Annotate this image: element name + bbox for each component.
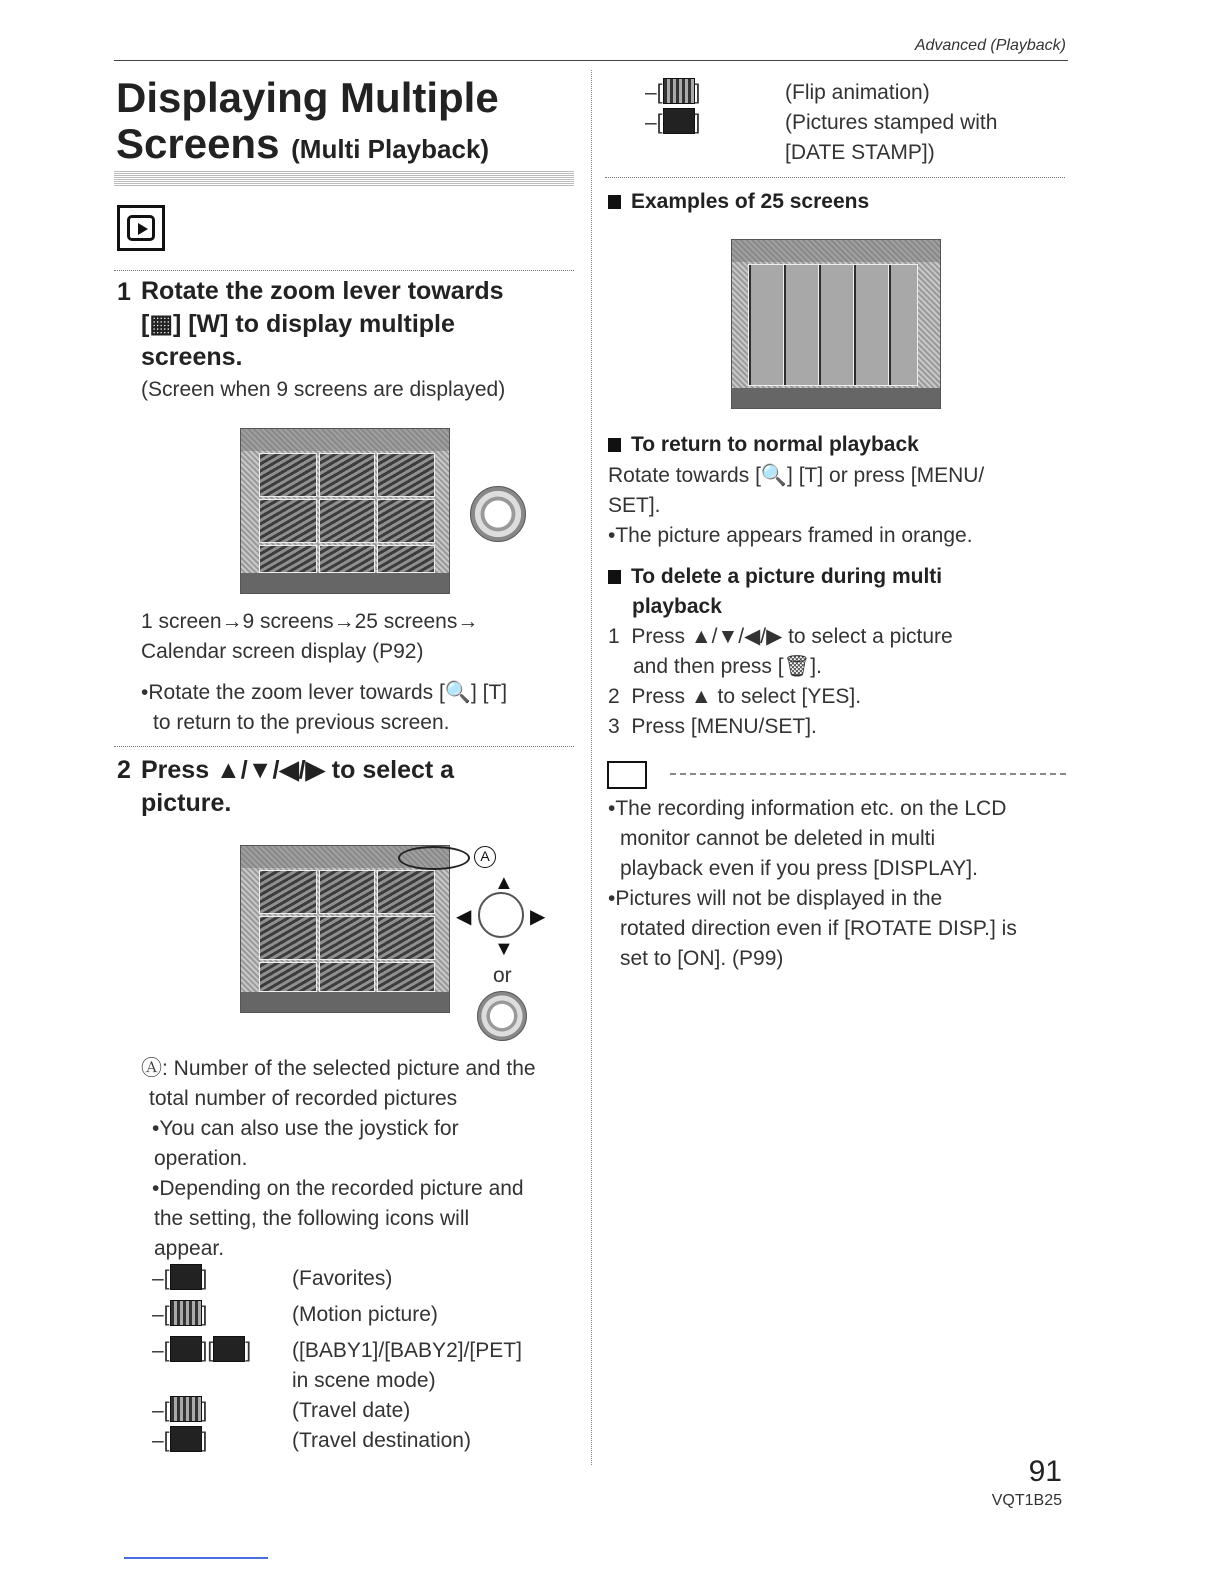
divider	[114, 746, 574, 747]
column-divider	[591, 70, 592, 1465]
icon-desc-motion: (Motion picture)	[292, 1303, 438, 1326]
callout-a-label: A	[474, 846, 496, 868]
baby-pet-line-2: in scene mode)	[292, 1369, 436, 1392]
date-stamp-line-2: [DATE STAMP])	[785, 141, 935, 164]
step-2-heading	[141, 754, 454, 820]
bullet-2-line-2: the setting, the following icons will	[154, 1207, 470, 1230]
icon-row-flip: –[ ]	[645, 78, 700, 108]
travel-destination-icon	[170, 1426, 202, 1452]
motion-picture-icon	[170, 1300, 202, 1326]
lcd-9-screens	[240, 428, 450, 594]
legend-line-1: Ⓐ: Number of the selected picture and the	[141, 1057, 536, 1080]
favorites-icon	[170, 1264, 202, 1290]
pet-icon	[213, 1336, 245, 1362]
date-stamp-line-1: (Pictures stamped with	[785, 111, 998, 134]
step-1-line-3: screens.	[141, 343, 243, 371]
step-2-line-2: picture.	[141, 789, 232, 817]
notes	[608, 794, 1017, 974]
bullet-2-line-1: •Depending on the recorded picture and	[152, 1177, 524, 1200]
page-number: 91	[1028, 1455, 1062, 1488]
delete-heading: To delete a picture during multi playback	[608, 562, 942, 622]
icon-desc-flip: (Flip animation)	[785, 81, 930, 104]
icon-row-travel-date: –[ ]	[152, 1396, 207, 1426]
return-line-2: SET].	[608, 494, 661, 517]
icon-row-motion: –[ ]	[152, 1300, 207, 1330]
note-icon	[607, 761, 647, 789]
note-divider	[670, 773, 1066, 775]
callout-ellipse	[398, 846, 470, 870]
return-bullet: •The picture appears framed in orange.	[608, 524, 973, 547]
sequence-line-2: Calendar screen display (P92)	[141, 640, 424, 663]
icon-desc-travel-date: (Travel date)	[292, 1399, 411, 1422]
cursor-buttons-icon: ▲ ◀ ▶ ▼	[456, 872, 546, 960]
note-2-line-2: rotated direction even if [ROTATE DISP.] is	[620, 917, 1017, 940]
bullet-1-line-1: •You can also use the joystick for	[152, 1117, 459, 1140]
lcd-25-screens	[731, 239, 941, 409]
icon-row-baby-pet: –[ ][ ]	[152, 1336, 251, 1366]
title-rule	[114, 170, 574, 186]
delete-step-3: 3 Press [MENU/SET].	[608, 715, 817, 738]
step-2-number: 2	[117, 756, 131, 784]
icon-desc-travel-destination: (Travel destination)	[292, 1429, 471, 1452]
icon-desc-baby-pet	[292, 1336, 522, 1396]
note-1-line-2: monitor cannot be deleted in multi	[620, 827, 936, 850]
step-1-bullet-line-2: to return to the previous screen.	[153, 711, 450, 734]
bullet-2-line-3: appear.	[154, 1237, 225, 1260]
footer-rule	[124, 1557, 268, 1559]
step-1-number: 1	[117, 278, 131, 306]
header-rule	[114, 60, 1068, 61]
or-label: or	[493, 964, 512, 987]
flip-animation-icon	[663, 78, 695, 104]
playback-mode-icon	[117, 205, 165, 251]
icon-row-favorites: –[ ]	[152, 1264, 207, 1294]
note-1-line-1: •The recording information etc. on the LCD	[608, 797, 1007, 820]
travel-date-icon	[170, 1396, 202, 1422]
delete-step-1: 1 Press ▲/▼/◀/▶ to select a picture	[608, 625, 953, 648]
note-1-line-3: playback even if you press [DISPLAY].	[620, 857, 978, 880]
note-2-line-3: set to [ON]. (P99)	[620, 947, 784, 970]
baby-pet-line-1: ([BABY1]/[BABY2]/[PET]	[292, 1339, 522, 1362]
sequence-line-1: 1 screen→9 screens→25 screens→	[141, 610, 479, 633]
examples-heading: Examples of 25 screens	[608, 187, 869, 217]
delete-steps	[608, 622, 953, 742]
step-1-bullet	[141, 678, 507, 738]
icon-row-travel-destination: –[ ]	[152, 1426, 207, 1456]
step-2-bullets	[152, 1114, 524, 1264]
step-2-line-1: Press ▲/▼/◀/▶ to select a	[141, 756, 455, 784]
note-2-line-1: •Pictures will not be displayed in the	[608, 887, 943, 910]
page-title	[116, 75, 499, 172]
baby-icon	[170, 1336, 202, 1362]
title-main-2: Screens	[116, 120, 280, 167]
screen-sequence	[141, 607, 478, 667]
lcd-select-picture	[240, 845, 450, 1013]
step-1-line-1: Rotate the zoom lever towards	[141, 277, 504, 305]
callout-legend	[141, 1054, 536, 1114]
title-subtitle: (Multi Playback)	[291, 134, 490, 164]
return-body	[608, 461, 984, 551]
bullet-1-line-2: operation.	[154, 1147, 248, 1170]
date-stamp-icon	[663, 108, 695, 134]
legend-line-2: total number of recorded pictures	[149, 1087, 458, 1110]
icon-row-date-stamp: –[ ]	[645, 108, 700, 138]
icon-desc-date-stamp	[785, 108, 997, 168]
divider	[114, 270, 574, 271]
icon-desc-favorites: (Favorites)	[292, 1267, 393, 1290]
step-1-bullet-line-1: •Rotate the zoom lever towards [🔍] [T]	[141, 681, 508, 704]
step-1-caption: (Screen when 9 screens are displayed)	[141, 378, 506, 401]
delete-step-2: 2 Press ▲ to select [YES].	[608, 685, 862, 708]
title-line-2	[116, 121, 499, 172]
zoom-lever-icon	[470, 486, 526, 542]
joystick-icon	[477, 991, 527, 1041]
title-line-1: Displaying Multiple	[116, 74, 499, 121]
return-heading: To return to normal playback	[608, 430, 919, 460]
model-code: VQT1B25	[991, 1492, 1062, 1509]
return-line-1: Rotate towards [🔍] [T] or press [MENU/	[608, 464, 985, 487]
divider	[605, 177, 1065, 178]
section-label: Advanced (Playback)	[914, 37, 1066, 54]
step-1-line-2: [▦] [W] to display multiple	[141, 310, 455, 338]
delete-step-1-cont: and then press [🗑].	[633, 655, 822, 678]
step-1-heading	[141, 275, 504, 374]
